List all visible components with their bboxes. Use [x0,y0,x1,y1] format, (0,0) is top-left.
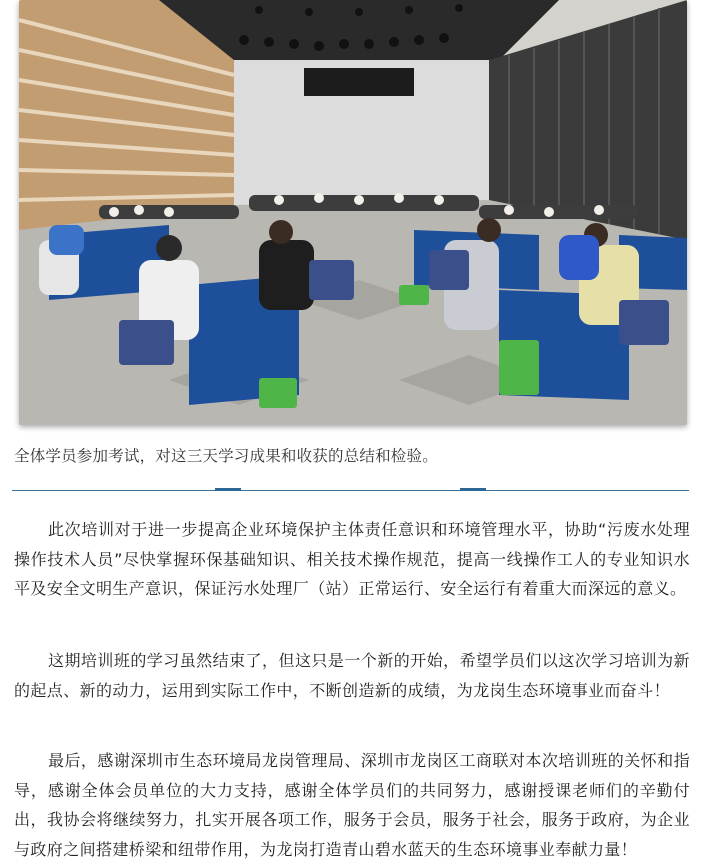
paragraph-significance: 此次培训对于进一步提高企业环境保护主体责任意识和环境管理水平，协助“污废水处理操作技术人员”尽快掌握环保基础知识、相关技术操作规范，提高一线操作工人的专业知识水平及安全文明生产意识，保证污水处理厂（站）正常运行、安全运行有着重大而深远的意义。 [14,520,690,598]
exam-hall-illustration [19,0,687,425]
divider-notch-right [460,488,486,491]
exam-hall-photo [19,0,687,425]
section-divider [12,490,689,491]
photo-caption: 全体学员参加考试，对这三天学习成果和收获的总结和检验。 [14,447,438,465]
paragraph-thanks: 最后，感谢深圳市生态环境局龙岗管理局、深圳市龙岗区工商联对本次培训班的关怀和指导，感谢全体会员单位的大力支持，感谢全体学员们的共同努力，感谢授课老师们的辛勤付出，我协会将继续努力，扎实开展各项工作，服务于会员，服务于社会，服务于政府，为企业与政府之间搭建桥梁和纽带作用，为龙岗打造青山碧水蓝天的生态环境事业奉献力量！ [14,751,690,859]
divider-notch-left [215,488,241,491]
paragraph-new-start: 这期培训班的学习虽然结束了，但这只是一个新的开始，希望学员们以这次学习培训为新的起点、新的动力，运用到实际工作中，不断创造新的成绩，为龙岗生态环境事业而奋斗！ [14,651,690,700]
